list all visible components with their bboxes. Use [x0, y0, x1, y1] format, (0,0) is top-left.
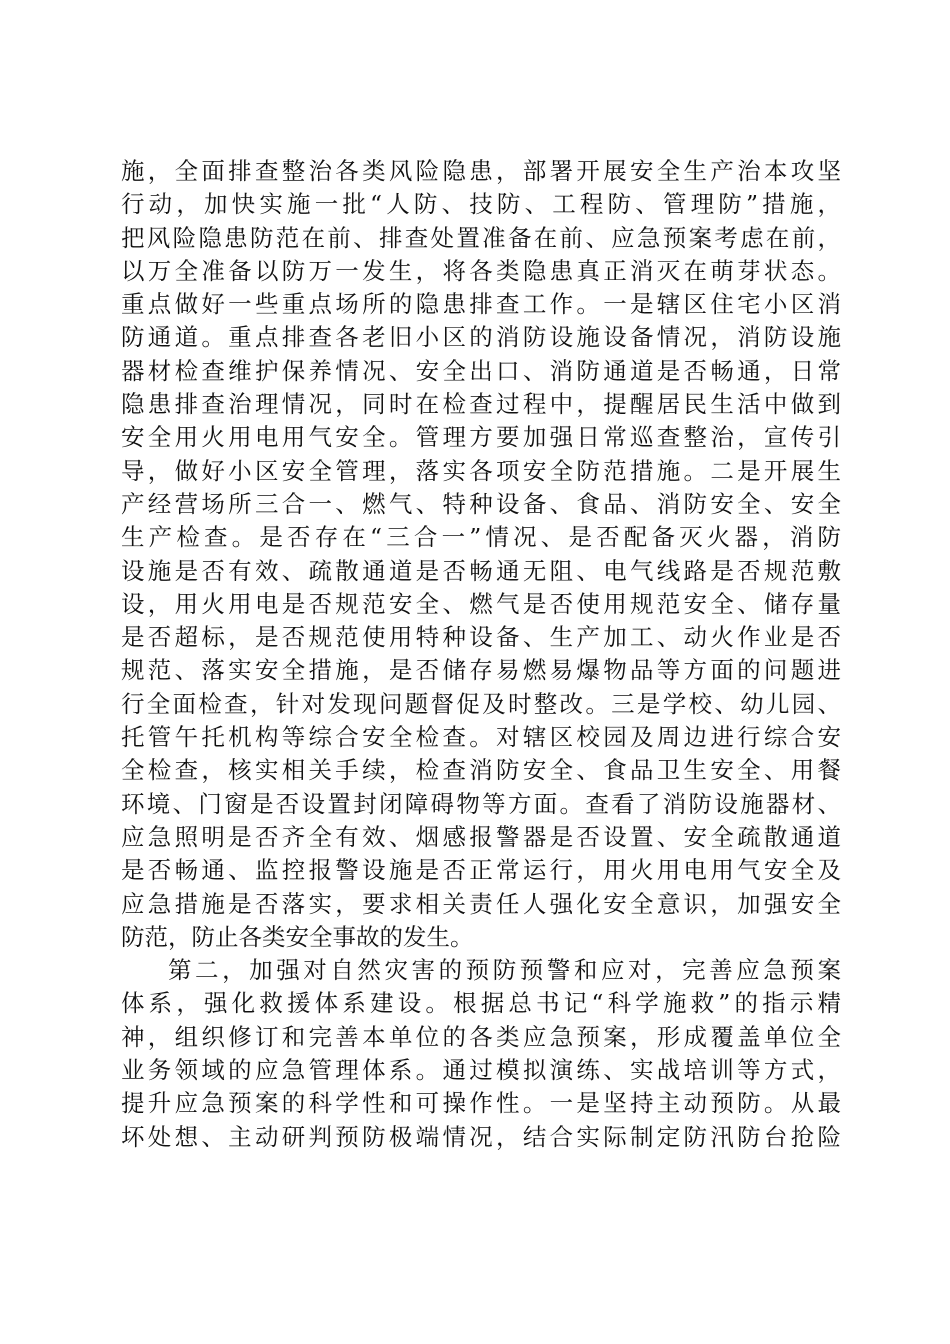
text-line: 应急照明是否齐全有效、烟感报警器是否设置、安全疏散通道: [121, 822, 841, 851]
text-line: 防通道。重点排查各老旧小区的消防设施设备情况，消防设施: [121, 323, 841, 352]
body-text: [121, 155, 841, 1154]
text-line: 全检查，核实相关手续，检查消防安全、食品卫生安全、用餐: [121, 756, 841, 785]
text-line: 规范、落实安全措施，是否储存易燃易爆物品等方面的问题进: [121, 656, 841, 685]
text-line: 安全用火用电用气安全。管理方要加强日常巡查整治，宣传引: [121, 423, 841, 452]
paragraph-start-line: 第二，加强对自然灾害的预防预警和应对，完善应急预案: [168, 956, 841, 985]
text-line: 体系，强化救援体系建设。根据总书记“科学施救”的指示精: [121, 989, 841, 1018]
text-line: 产经营场所三合一、燃气、特种设备、食品、消防安全、安全: [121, 489, 841, 518]
text-line: 环境、门窗是否设置封闭障碍物等方面。查看了消防设施器材、: [121, 789, 841, 818]
text-line: 设施是否有效、疏散通道是否畅通无阻、电气线路是否规范敷: [121, 556, 841, 585]
text-line: 器材检查维护保养情况、安全出口、消防通道是否畅通，日常: [121, 356, 841, 385]
text-line: 以万全准备以防万一发生，将各类隐患真正消灭在萌芽状态。: [121, 256, 841, 285]
text-line: 隐患排查治理情况，同时在检查过程中，提醒居民生活中做到: [121, 390, 841, 419]
text-line: 托管午托机构等综合安全检查。对辖区校园及周边进行综合安: [121, 723, 841, 752]
text-line: 导，做好小区安全管理，落实各项安全防范措施。二是开展生: [121, 456, 841, 485]
text-line: 提升应急预案的科学性和可操作性。一是坚持主动预防。从最: [121, 1089, 841, 1118]
text-line: 生产检查。是否存在“三合一”情况、是否配备灭火器，消防: [121, 523, 841, 552]
text-line: 把风险隐患防范在前、排查处置准备在前、应急预案考虑在前，: [121, 223, 841, 252]
text-line: 防范，防止各类安全事故的发生。: [121, 922, 474, 951]
text-line: 行全面检查，针对发现问题督促及时整改。三是学校、幼儿园、: [121, 689, 841, 718]
text-line: 重点做好一些重点场所的隐患排查工作。一是辖区住宅小区消: [121, 290, 841, 319]
text-line: 行动，加快实施一批“人防、技防、工程防、管理防”措施，: [121, 190, 841, 219]
text-line: 坏处想、主动研判预防极端情况，结合实际制定防汛防台抢险: [121, 1122, 841, 1151]
text-line: 应急措施是否落实，要求相关责任人强化安全意识，加强安全: [121, 889, 841, 918]
text-line: 施，全面排查整治各类风险隐患，部署开展安全生产治本攻坚: [121, 157, 841, 185]
text-line: 业务领域的应急管理体系。通过模拟演练、实战培训等方式，: [121, 1056, 841, 1085]
text-line: 设，用火用电是否规范安全、燃气是否使用规范安全、储存量: [121, 589, 841, 618]
text-line: 神，组织修订和完善本单位的各类应急预案，形成覆盖单位全: [121, 1022, 841, 1051]
text-line: 是否畅通、监控报警设施是否正常运行，用火用电用气安全及: [121, 856, 841, 885]
text-line: 是否超标，是否规范使用特种设备、生产加工、动火作业是否: [121, 623, 841, 652]
